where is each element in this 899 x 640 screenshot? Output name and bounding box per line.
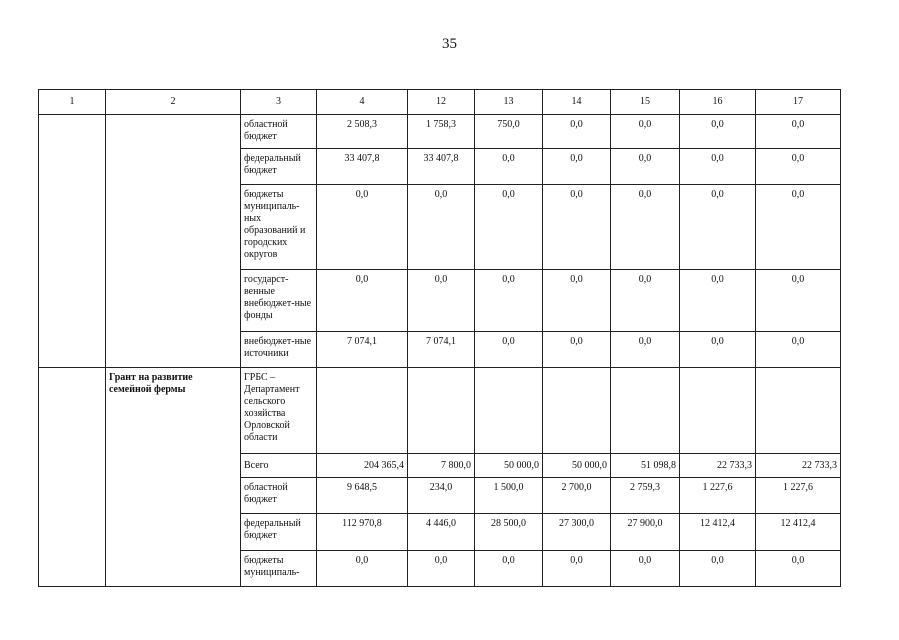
value-cell: 50 000,0 [475, 454, 543, 478]
empty-cell [611, 368, 680, 454]
column-header: 14 [543, 90, 611, 115]
value-cell: 28 500,0 [475, 514, 543, 551]
value-cell: 22 733,3 [756, 454, 841, 478]
value-cell: 27 300,0 [543, 514, 611, 551]
value-cell: 0,0 [475, 332, 543, 368]
value-cell: 0,0 [543, 551, 611, 587]
value-cell: 1 227,6 [756, 478, 841, 514]
funding-source: бюджеты муниципаль- [241, 551, 317, 587]
value-cell: 1 227,6 [680, 478, 756, 514]
funding-source: федеральный бюджет [241, 149, 317, 185]
value-cell: 0,0 [611, 270, 680, 332]
column-header: 12 [408, 90, 475, 115]
value-cell: 0,0 [611, 115, 680, 149]
value-cell: 0,0 [611, 185, 680, 270]
table-row [39, 368, 841, 454]
value-cell: 0,0 [611, 551, 680, 587]
value-cell: 51 098,8 [611, 454, 680, 478]
value-cell: 0,0 [408, 551, 475, 587]
measure-name: Грант на развитие семейной фермы [106, 368, 241, 587]
value-cell: 0,0 [611, 149, 680, 185]
table-row [39, 115, 841, 149]
page-number: 35 [442, 36, 457, 52]
column-header: 1 [39, 90, 106, 115]
value-cell: 12 412,4 [680, 514, 756, 551]
value-cell: 0,0 [756, 115, 841, 149]
budget-table [38, 89, 841, 587]
empty-cell [106, 115, 241, 368]
value-cell: 0,0 [408, 185, 475, 270]
header-row [39, 90, 841, 115]
value-cell: 0,0 [543, 332, 611, 368]
value-cell: 0,0 [317, 551, 408, 587]
empty-cell [39, 368, 106, 587]
empty-cell [39, 115, 106, 368]
value-cell: 0,0 [611, 332, 680, 368]
column-header: 3 [241, 90, 317, 115]
value-cell: 0,0 [317, 270, 408, 332]
value-cell: 4 446,0 [408, 514, 475, 551]
empty-cell [317, 368, 408, 454]
empty-cell [543, 368, 611, 454]
value-cell: 0,0 [680, 115, 756, 149]
funding-source: государст-венные внебюджет-ные фонды [241, 270, 317, 332]
column-header: 17 [756, 90, 841, 115]
funding-source: бюджеты муниципаль-ных образований и городских округов [241, 185, 317, 270]
value-cell: 12 412,4 [756, 514, 841, 551]
value-cell: 204 365,4 [317, 454, 408, 478]
value-cell: 33 407,8 [408, 149, 475, 185]
value-cell: 22 733,3 [680, 454, 756, 478]
column-header: 16 [680, 90, 756, 115]
empty-cell [408, 368, 475, 454]
empty-cell [756, 368, 841, 454]
value-cell: 0,0 [475, 185, 543, 270]
value-cell: 0,0 [543, 270, 611, 332]
value-cell: 0,0 [756, 149, 841, 185]
value-cell: 0,0 [680, 149, 756, 185]
value-cell: 234,0 [408, 478, 475, 514]
funding-source: областной бюджет [241, 478, 317, 514]
column-header: 4 [317, 90, 408, 115]
value-cell: 0,0 [756, 185, 841, 270]
value-cell: 0,0 [408, 270, 475, 332]
value-cell: 0,0 [475, 149, 543, 185]
column-header: 13 [475, 90, 543, 115]
empty-cell [475, 368, 543, 454]
value-cell: 33 407,8 [317, 149, 408, 185]
grbs-label: ГРБС – Департамент сельского хозяйства Орловской области [241, 368, 317, 454]
column-header: 15 [611, 90, 680, 115]
value-cell: 0,0 [317, 185, 408, 270]
value-cell: 7 800,0 [408, 454, 475, 478]
value-cell: 750,0 [475, 115, 543, 149]
funding-source: федеральный бюджет [241, 514, 317, 551]
value-cell: 112 970,8 [317, 514, 408, 551]
value-cell: 0,0 [756, 270, 841, 332]
empty-cell [680, 368, 756, 454]
value-cell: 7 074,1 [317, 332, 408, 368]
value-cell: 0,0 [756, 332, 841, 368]
value-cell: 0,0 [543, 149, 611, 185]
value-cell: 50 000,0 [543, 454, 611, 478]
value-cell: 1 758,3 [408, 115, 475, 149]
value-cell: 1 500,0 [475, 478, 543, 514]
column-header: 2 [106, 90, 241, 115]
funding-source: областной бюджет [241, 115, 317, 149]
funding-source: внебюджет-ные источники [241, 332, 317, 368]
value-cell: 0,0 [680, 270, 756, 332]
value-cell: 0,0 [756, 551, 841, 587]
value-cell: 7 074,1 [408, 332, 475, 368]
value-cell: 0,0 [680, 185, 756, 270]
funding-source: Всего [241, 454, 317, 478]
value-cell: 0,0 [680, 332, 756, 368]
value-cell: 0,0 [543, 185, 611, 270]
value-cell: 27 900,0 [611, 514, 680, 551]
value-cell: 2 759,3 [611, 478, 680, 514]
value-cell: 9 648,5 [317, 478, 408, 514]
value-cell: 2 508,3 [317, 115, 408, 149]
value-cell: 2 700,0 [543, 478, 611, 514]
value-cell: 0,0 [543, 115, 611, 149]
value-cell: 0,0 [475, 270, 543, 332]
value-cell: 0,0 [680, 551, 756, 587]
value-cell: 0,0 [475, 551, 543, 587]
